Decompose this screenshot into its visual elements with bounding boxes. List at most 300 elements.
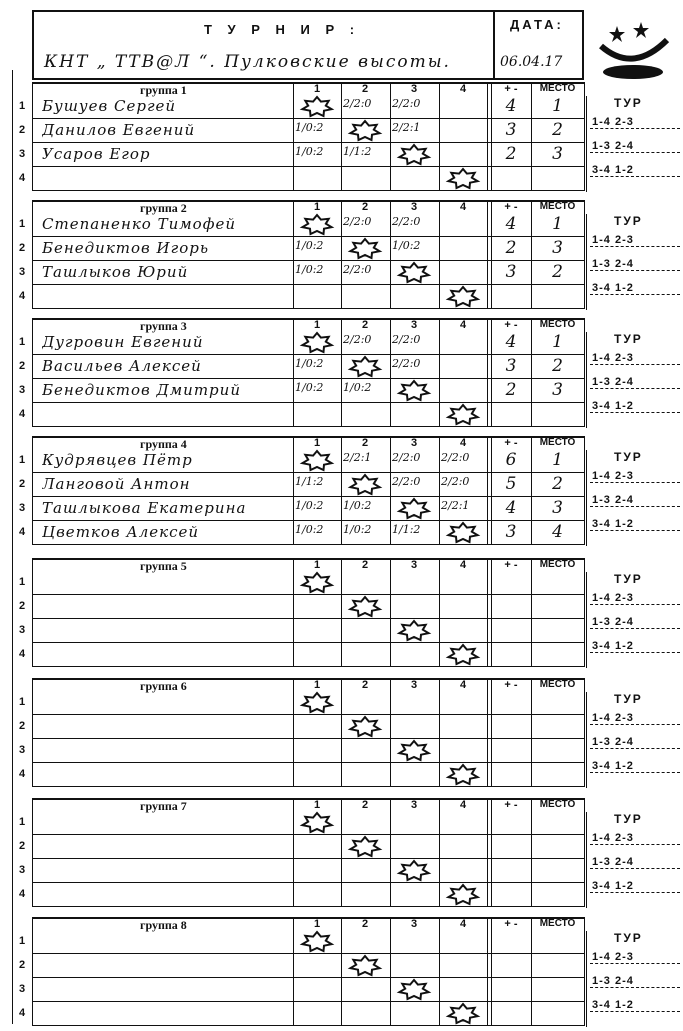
grid-line [390, 917, 391, 1026]
match-score: 2/2:1 [441, 499, 470, 512]
score-cell [390, 859, 438, 883]
score-cell [390, 449, 438, 473]
diagonal-star-icon [293, 95, 341, 119]
column-number: 3 [410, 918, 418, 930]
match-score: 2/2:0 [392, 333, 421, 346]
tour-pairing: 1-3 2-4 [590, 856, 680, 869]
group-block [19, 678, 584, 787]
diagonal-star-icon [341, 835, 389, 859]
diagonal-star-icon [390, 739, 438, 763]
tour-pairing: 3-4 1-2 [590, 282, 680, 295]
grid-line [390, 678, 391, 787]
grid-line [341, 200, 342, 309]
row-number: 1 [19, 576, 26, 588]
score-cell [293, 379, 341, 403]
score-cell [341, 237, 389, 261]
match-score: 2/2:1 [392, 121, 421, 134]
column-number: 1 [313, 799, 321, 811]
tour-pairing: 3-4 1-2 [590, 999, 680, 1012]
row-number: 3 [19, 502, 26, 514]
tour-pairing: 1-3 2-4 [590, 258, 680, 271]
score-cell [293, 355, 341, 379]
column-number: 1 [313, 559, 321, 571]
column-number: 2 [361, 679, 369, 691]
score-cell [293, 643, 341, 667]
points-value: 6 [505, 450, 517, 470]
score-cell [293, 739, 341, 763]
column-number: 1 [313, 201, 321, 213]
grid-line [439, 82, 440, 191]
match-score: 2/2:1 [343, 451, 372, 464]
grid-line [32, 318, 33, 427]
player-row [19, 978, 584, 1002]
score-cell [390, 883, 438, 907]
grid-line [491, 917, 492, 1026]
group-header [32, 917, 584, 930]
match-score: 1/0:2 [295, 499, 324, 512]
grid-line [487, 200, 488, 309]
diagonal-star-icon [293, 691, 341, 715]
player-name: Усаров Егор [42, 145, 151, 163]
row-number: 3 [19, 148, 26, 160]
grid-line [32, 917, 33, 1026]
score-cell [293, 261, 341, 285]
place-value: 1 [552, 450, 563, 470]
player-row [19, 497, 584, 521]
points-value: 4 [505, 214, 517, 234]
score-cell [293, 237, 341, 261]
row-number: 2 [19, 478, 26, 490]
place-value: 1 [552, 96, 563, 116]
diagonal-star-icon [341, 715, 389, 739]
match-score: 1/0:2 [295, 145, 324, 158]
grid-line [487, 318, 488, 427]
group-block [19, 917, 584, 1026]
score-cell [293, 331, 341, 355]
place-value: 3 [552, 144, 563, 164]
score-cell [439, 978, 487, 1002]
score-cell [293, 213, 341, 237]
score-cell [341, 691, 389, 715]
grid-line [531, 318, 532, 427]
grid-line [487, 917, 488, 1026]
player-row [19, 811, 584, 835]
score-cell [341, 811, 389, 835]
column-number: 3 [410, 83, 418, 95]
grid-line [487, 82, 488, 191]
diagonal-star-icon [293, 213, 341, 237]
score-cell [439, 1002, 487, 1026]
score-cell [439, 643, 487, 667]
grid-line [584, 678, 585, 787]
column-number: 3 [410, 437, 418, 449]
grid-line [341, 436, 342, 545]
score-cell [293, 449, 341, 473]
tour-pairing: 1-3 2-4 [590, 616, 680, 629]
score-cell [439, 715, 487, 739]
tour-label: ТУР [614, 332, 643, 346]
score-cell [293, 1002, 341, 1026]
diagonal-star-icon [439, 883, 487, 907]
place-header: МЕСТО [539, 559, 576, 570]
group-title: группа 4 [140, 437, 187, 451]
grid-line [439, 436, 440, 545]
grid-line [531, 917, 532, 1026]
match-score: 2/2:0 [392, 451, 421, 464]
player-row [19, 473, 584, 497]
column-number: 4 [459, 559, 467, 571]
score-cell [439, 835, 487, 859]
grid-line [390, 318, 391, 427]
grid-line [341, 798, 342, 907]
points-value: 3 [505, 522, 517, 542]
row-number: 3 [19, 266, 26, 278]
grid-line [487, 558, 488, 667]
score-cell [439, 167, 487, 191]
score-cell [293, 835, 341, 859]
tour-label: ТУР [614, 214, 643, 228]
group-header [32, 200, 584, 213]
diagonal-star-icon [390, 261, 438, 285]
date-label: ДАТА: [510, 17, 564, 32]
tour-bracket [586, 812, 587, 908]
group-header [32, 678, 584, 691]
grid-line [293, 678, 294, 787]
grid-line [491, 436, 492, 545]
score-cell [390, 930, 438, 954]
score-cell [341, 261, 389, 285]
points-value: 2 [505, 238, 517, 258]
score-cell [341, 739, 389, 763]
grid-line [584, 558, 585, 667]
score-cell [293, 595, 341, 619]
player-row [19, 237, 584, 261]
player-row [19, 763, 584, 787]
player-row [19, 571, 584, 595]
score-cell [390, 473, 438, 497]
row-number: 2 [19, 124, 26, 136]
tour-pairing: 3-4 1-2 [590, 880, 680, 893]
score-cell [439, 497, 487, 521]
diagonal-star-icon [390, 497, 438, 521]
grid-line [491, 200, 492, 309]
score-cell [439, 379, 487, 403]
row-number: 4 [19, 1007, 26, 1019]
row-number: 4 [19, 290, 26, 302]
column-number: 4 [459, 799, 467, 811]
score-cell [341, 119, 389, 143]
player-row [19, 167, 584, 191]
column-number: 1 [313, 319, 321, 331]
column-number: 4 [459, 437, 467, 449]
grid-line [32, 678, 33, 787]
match-score: 1/0:2 [392, 239, 421, 252]
tour-pairing: 1-4 2-3 [590, 712, 680, 725]
grid-line [584, 200, 585, 309]
score-cell [341, 835, 389, 859]
score-cell [341, 619, 389, 643]
margin-line [12, 70, 13, 1024]
score-cell [341, 954, 389, 978]
score-cell [341, 331, 389, 355]
score-cell [341, 930, 389, 954]
player-row [19, 119, 584, 143]
place-header: МЕСТО [539, 799, 576, 810]
tour-pairing: 3-4 1-2 [590, 400, 680, 413]
player-name: Данилов Евгений [42, 121, 196, 139]
column-number: 4 [459, 83, 467, 95]
match-score: 2/2:0 [343, 263, 372, 276]
grid-line [584, 436, 585, 545]
grid-line [531, 200, 532, 309]
score-cell [293, 954, 341, 978]
score-cell [293, 883, 341, 907]
grid-line [487, 436, 488, 545]
tour-pairing: 1-3 2-4 [590, 376, 680, 389]
score-cell [341, 497, 389, 521]
plusminus-header: + - [504, 319, 518, 331]
score-cell [390, 1002, 438, 1026]
tour-label: ТУР [614, 931, 643, 945]
place-value: 3 [552, 380, 563, 400]
score-cell [293, 521, 341, 545]
score-cell [390, 261, 438, 285]
score-cell [341, 1002, 389, 1026]
tour-label: ТУР [614, 812, 643, 826]
points-value: 3 [505, 262, 517, 282]
score-cell [439, 473, 487, 497]
tour-block [590, 931, 680, 1027]
plusminus-header: + - [504, 83, 518, 95]
score-cell [341, 143, 389, 167]
score-cell [439, 285, 487, 309]
tour-bracket [586, 96, 587, 192]
tour-pairing: 1-4 2-3 [590, 470, 680, 483]
score-cell [341, 403, 389, 427]
tour-pairing: 1-4 2-3 [590, 832, 680, 845]
match-score: 1/1:2 [392, 523, 421, 536]
grid-line [439, 798, 440, 907]
grid-line [341, 558, 342, 667]
column-number: 3 [410, 679, 418, 691]
match-score: 2/2:0 [343, 333, 372, 346]
score-cell [293, 859, 341, 883]
place-value: 1 [552, 214, 563, 234]
tournament-name: КНТ „ ТТВ@Л “. Пулковские высоты. [44, 52, 451, 72]
score-cell [293, 497, 341, 521]
tour-pairing: 3-4 1-2 [590, 760, 680, 773]
score-cell [390, 285, 438, 309]
diagonal-star-icon [293, 571, 341, 595]
score-cell [390, 739, 438, 763]
player-name: Бенедиктов Дмитрий [42, 381, 241, 399]
score-cell [439, 930, 487, 954]
grid-line [32, 558, 33, 667]
score-cell [293, 167, 341, 191]
header-divider [493, 12, 495, 78]
player-row [19, 954, 584, 978]
match-score: 1/1:2 [343, 145, 372, 158]
tournament-header [32, 10, 584, 80]
grid-line [584, 82, 585, 191]
score-cell [341, 285, 389, 309]
score-cell [390, 521, 438, 545]
grid-line [584, 917, 585, 1026]
row-number: 1 [19, 696, 26, 708]
plusminus-header: + - [504, 918, 518, 930]
diagonal-star-icon [293, 930, 341, 954]
diagonal-star-icon [390, 978, 438, 1002]
player-row [19, 739, 584, 763]
row-number: 4 [19, 888, 26, 900]
group-block [19, 82, 584, 191]
place-header: МЕСТО [539, 319, 576, 330]
score-cell [439, 403, 487, 427]
grid-line [491, 318, 492, 427]
score-cell [341, 449, 389, 473]
tour-pairing: 1-3 2-4 [590, 975, 680, 988]
match-score: 1/1:2 [295, 475, 324, 488]
score-cell [341, 859, 389, 883]
group-title: группа 5 [140, 559, 187, 573]
points-value: 2 [505, 380, 517, 400]
grid-line [293, 436, 294, 545]
player-row [19, 449, 584, 473]
score-cell [341, 473, 389, 497]
match-score: 2/2:0 [343, 215, 372, 228]
plusminus-header: + - [504, 201, 518, 213]
match-score: 2/2:0 [441, 451, 470, 464]
match-score: 1/0:2 [343, 499, 372, 512]
grid-line [293, 200, 294, 309]
score-cell [439, 691, 487, 715]
player-row [19, 331, 584, 355]
diagonal-star-icon [341, 119, 389, 143]
score-cell [439, 237, 487, 261]
tour-pairing: 3-4 1-2 [590, 518, 680, 531]
score-cell [341, 883, 389, 907]
place-value: 2 [552, 120, 563, 140]
column-number: 2 [361, 201, 369, 213]
group-title: группа 6 [140, 679, 187, 693]
points-value: 4 [505, 498, 517, 518]
diagonal-star-icon [341, 355, 389, 379]
diagonal-star-icon [439, 643, 487, 667]
grid-line [531, 558, 532, 667]
player-name: Кудрявцев Пётр [42, 451, 193, 469]
player-name: Ташлыкова Екатерина [42, 499, 247, 517]
group-header [32, 318, 584, 331]
grid-line [487, 678, 488, 787]
group-block [19, 558, 584, 667]
row-number: 1 [19, 336, 26, 348]
column-number: 2 [361, 559, 369, 571]
player-row [19, 285, 584, 309]
column-number: 2 [361, 799, 369, 811]
row-number: 4 [19, 172, 26, 184]
score-cell [390, 379, 438, 403]
match-score: 1/0:2 [343, 381, 372, 394]
score-cell [390, 143, 438, 167]
score-cell [341, 167, 389, 191]
score-cell [341, 595, 389, 619]
grid-line [293, 798, 294, 907]
match-score: 1/0:2 [295, 263, 324, 276]
score-cell [390, 954, 438, 978]
grid-line [390, 798, 391, 907]
score-cell [390, 643, 438, 667]
player-row [19, 261, 584, 285]
column-number: 1 [313, 918, 321, 930]
place-header: МЕСТО [539, 918, 576, 929]
score-cell [439, 595, 487, 619]
row-number: 1 [19, 100, 26, 112]
column-number: 4 [459, 319, 467, 331]
tournament-label: Т У Р Н И Р : [204, 22, 361, 37]
score-cell [390, 619, 438, 643]
tour-bracket [586, 332, 587, 428]
tour-label: ТУР [614, 96, 643, 110]
column-number: 3 [410, 201, 418, 213]
diagonal-star-icon [341, 595, 389, 619]
score-cell [341, 379, 389, 403]
score-cell [390, 763, 438, 787]
grid-line [439, 318, 440, 427]
tour-pairing: 3-4 1-2 [590, 164, 680, 177]
score-cell [341, 355, 389, 379]
grid-line [293, 318, 294, 427]
player-name: Бенедиктов Игорь [42, 239, 209, 257]
row-number: 1 [19, 218, 26, 230]
tour-block [590, 812, 680, 908]
tour-pairing: 1-4 2-3 [590, 951, 680, 964]
match-score: 2/2:0 [392, 357, 421, 370]
grid-line [293, 558, 294, 667]
row-number: 4 [19, 648, 26, 660]
score-cell [390, 403, 438, 427]
grid-line [32, 200, 33, 309]
place-header: МЕСТО [539, 83, 576, 94]
tour-bracket [586, 692, 587, 788]
grid-line [491, 678, 492, 787]
tour-block [590, 214, 680, 310]
diagonal-star-icon [293, 449, 341, 473]
score-cell [341, 763, 389, 787]
group-title: группа 7 [140, 799, 187, 813]
group-header [32, 798, 584, 811]
grid-line [531, 436, 532, 545]
tour-block [590, 692, 680, 788]
grid-line [390, 436, 391, 545]
diagonal-star-icon [341, 954, 389, 978]
diagonal-star-icon [439, 1002, 487, 1026]
player-row [19, 379, 584, 403]
score-cell [390, 355, 438, 379]
tour-block [590, 572, 680, 668]
group-header [32, 436, 584, 449]
score-cell [439, 331, 487, 355]
tour-block [590, 450, 680, 546]
grid-line [531, 798, 532, 907]
plusminus-header: + - [504, 799, 518, 811]
row-number: 3 [19, 384, 26, 396]
diagonal-star-icon [439, 167, 487, 191]
player-row [19, 835, 584, 859]
score-cell [439, 571, 487, 595]
points-value: 3 [505, 356, 517, 376]
column-number: 3 [410, 559, 418, 571]
score-cell [341, 715, 389, 739]
